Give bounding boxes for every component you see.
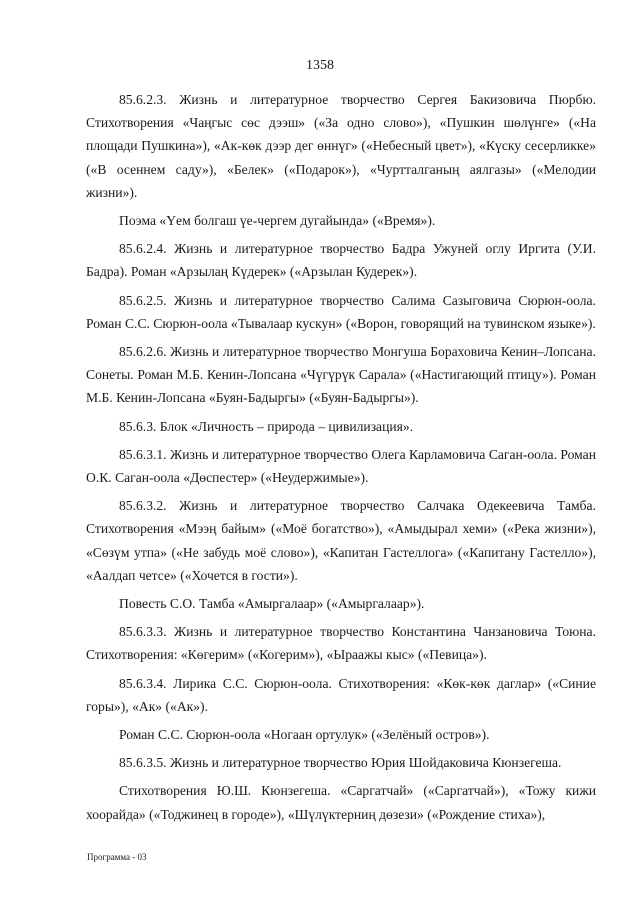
- paragraph: 85.6.2.3. Жизнь и литературное творчество Сергея Бакизовича Пюрбю. Стихотворения «Чаңгыс сөс дээш» («За одно слово»), «Пушкин шөлүнге» («На площади Пушкина»), «Ак-көк дээр дег өннүг» («Небесный цвет»), «Күску сесерликке» («В осеннем саду»), «Белек» («Подарок»), «Чуртталганың аялгазы» («Мелодии жизни»).: [86, 92, 596, 200]
- paragraph: 85.6.3.5. Жизнь и литературное творчество Юрия Шойдаковича Кюнзегеша.: [119, 755, 562, 771]
- paragraph: Роман С.С. Сюрюн-оола «Ногаан ортулук» («Зелёный остров»).: [119, 727, 490, 743]
- page-number: 1358: [306, 58, 334, 73]
- paragraph: 85.6.3.4. Лирика С.С. Сюрюн-оола. Стихотворения: «Көк-көк даглар» («Синие горы»), «Ак» («Ак»).: [86, 675, 596, 714]
- body-text: [86, 88, 596, 831]
- footer-label: Программа - 03: [87, 852, 147, 862]
- paragraph: 85.6.3.3. Жизнь и литературное творчество Константина Чанзановича Тоюна. Стихотворения: «Көгерим» («Когерим»), «Ыраажы кыс» («Певица»).: [86, 624, 596, 663]
- paragraph: 85.6.3.1. Жизнь и литературное творчество Олега Карламовича Саган-оола. Роман О.К. Саган-оола «Дөспестер» («Неудержимые»).: [86, 446, 596, 486]
- paragraph: 85.6.2.5. Жизнь и литературное творчество Салима Сазыговича Сюрюн-оола. Роман С.С. Сюрюн-оола «Тывалаар кускун» («Ворон, говорящий на тувинском языке»).: [86, 292, 596, 331]
- paragraph: 85.6.3.2. Жизнь и литературное творчество Салчака Одекеевича Тамба. Стихотворения «Мээң байым» («Моё богатство»), «Амыдырал хеми» («Река жизни»), «Сөзүм утпа» («Не забудь моё слово»), «Капитан Гастеллога» («Капитану Гастелло»), «Аалдап четсе» («Хочется в гости»).: [86, 498, 596, 583]
- paragraph: Поэма «Үем болгаш үе-чергем дугайында» («Время»).: [119, 213, 436, 229]
- paragraph: 85.6.2.4. Жизнь и литературное творчество Бадра Ужуней оглу Иргита (У.И. Бадра). Роман «Арзылаң Күдерек» («Арзылан Кудерек»).: [86, 241, 596, 280]
- paragraph: Стихотворения Ю.Ш. Кюнзегеша. «Саргатчай» («Саргатчай»), «Тожу кижи хоорайда» («Тоджинец в городе»), «Шүлүктерниң дөзези» («Рождение стиха»),: [86, 783, 596, 822]
- paragraph: Повесть С.О. Тамба «Амыргалаар» («Амыргалаар»).: [119, 596, 425, 612]
- paragraph: 85.6.2.6. Жизнь и литературное творчество Монгуша Бораховича Кенин–Лопсана. Сонеты. Роман М.Б. Кенин-Лопсана «Чүгүрүк Сарала» («Настигающий птицу»). Роман М.Б. Кенин-Лопсана «Буян-Бадыргы» («Буян-Бадыргы»).: [86, 344, 596, 406]
- paragraph: 85.6.3. Блок «Личность – природа – цивилизация».: [119, 418, 414, 434]
